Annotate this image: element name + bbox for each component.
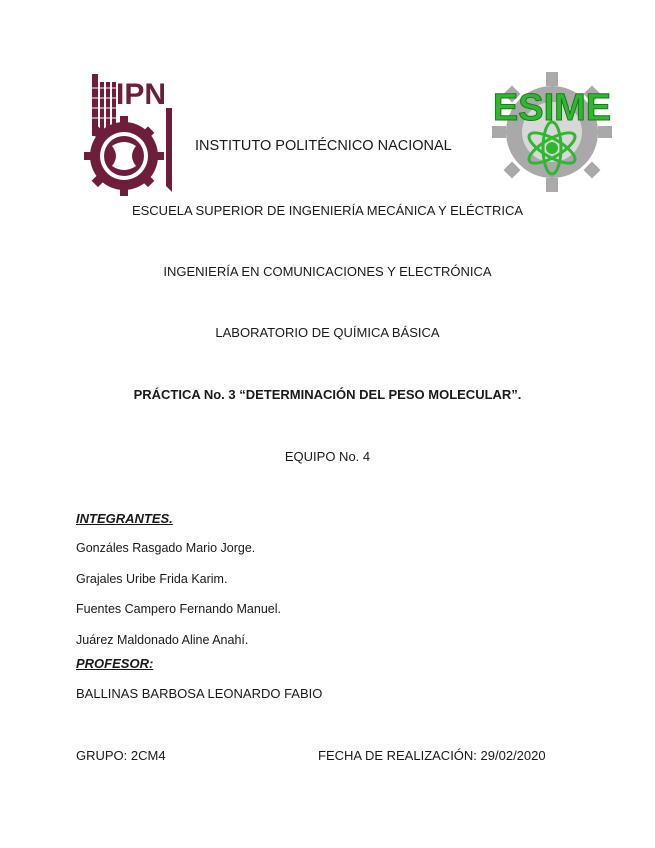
lab-name: LABORATORIO DE QUÍMICA BÁSICA — [215, 325, 440, 340]
esime-logo — [476, 68, 628, 194]
member-name: Fuentes Campero Fernando Manuel. — [76, 602, 281, 616]
ipn-logo-text: IPN — [116, 78, 167, 111]
date-label: FECHA DE REALIZACIÓN: 29/02/2020 — [318, 748, 546, 763]
school-name: ESCUELA SUPERIOR DE INGENIERÍA MECÁNICA Y ELÉCTRICA — [131, 203, 524, 218]
institution-name: INSTITUTO POLITÉCNICO NACIONAL — [195, 138, 452, 154]
career-name: INGENIERÍA EN COMUNICACIONES Y ELECTRÓNICA — [163, 264, 492, 279]
professor-heading: PROFESOR: — [76, 656, 154, 671]
team-number: EQUIPO No. 4 — [284, 449, 371, 464]
member-name: Juárez Maldonado Aline Anahí. — [76, 633, 249, 647]
practice-title: PRÁCTICA No. 3 “DETERMINACIÓN DEL PESO MOLECULAR”. — [133, 387, 522, 402]
group-label: GRUPO: 2CM4 — [76, 748, 166, 763]
professor-name: BALLINAS BARBOSA LEONARDO FABIO — [76, 686, 323, 701]
member-name: Grajales Uribe Frida Karim. — [76, 572, 228, 586]
member-name: Gonzáles Rasgado Mario Jorge. — [76, 541, 256, 555]
esime-logo-text: ESIME — [492, 87, 612, 129]
ipn-logo — [80, 68, 175, 196]
members-heading: INTEGRANTES. — [76, 511, 173, 526]
